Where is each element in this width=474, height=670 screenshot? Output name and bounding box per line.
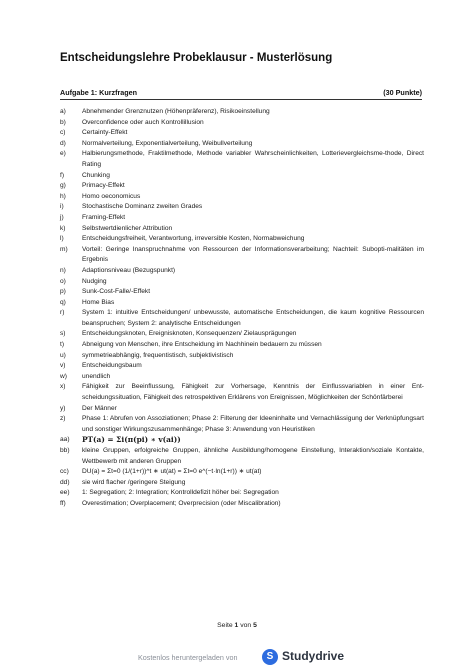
answer-text: DU(a) = Σt=0 (1/(1+r))^t ∗ ut(at) = Σt=0 e^(−t·ln(1+r)) ∗ ut(at) (82, 468, 262, 476)
answer-text: Fähigkeit zur Beeinflussung, Fähigkeit zur Vorhersage, Kenntnis der Einflussvariablen in einer Ent-scheidungssituation, Fähigkeit des retrospektiven Erklärens von Ereignissen, Möglichkeiten der Schönfärberei (82, 383, 424, 402)
answer-text: Nudging (82, 277, 107, 285)
answer-label: l) (60, 235, 64, 243)
answer-label: v) (60, 362, 66, 370)
answer-text: Homo oeconomicus (82, 192, 141, 200)
answer-item (60, 372, 424, 383)
answer-label: b) (60, 118, 66, 126)
answer-text: Certainty-Effekt (82, 129, 128, 137)
answer-label: e) (60, 150, 66, 158)
answer-label: ee) (60, 489, 70, 497)
answer-label: g) (60, 182, 66, 190)
answer-item (60, 149, 424, 170)
answer-text: Phase 1: Abrufen von Assoziationen; Phase 2: Filterung der Ideeninhalte und Vernachlässigung der Verknüpfungsart und sonstiger Wirkungszusammenhänge; Phase 3: Anwendung von Heuristiken (82, 415, 424, 433)
answer-item (60, 298, 424, 309)
answer-item (60, 287, 424, 298)
answer-label: q) (60, 298, 66, 306)
answer-item (60, 478, 424, 489)
answer-text: Entscheidungsknoten, Ereignisknoten, Konsequenzen/ Zielausprägungen (82, 330, 297, 338)
page-middle: von (240, 622, 252, 629)
answer-label: f) (60, 171, 65, 179)
answer-label: cc) (60, 468, 69, 476)
answer-text: Vorteil: Geringe Inanspruchnahme von Ressourcen der Informationsverarbeitung; Nachteil: Subopti-malitäten im Ergebnis (82, 245, 424, 264)
answer-item (60, 245, 424, 266)
page-number (0, 622, 474, 629)
answer-label: h) (60, 192, 66, 200)
answer-label: ff) (60, 499, 66, 507)
answer-text: sie wird flacher /geringere Steigung (82, 478, 186, 486)
answer-item (60, 446, 424, 467)
answer-label: bb) (60, 447, 70, 454)
answer-text: symmetrieabhängig, frequentistisch, subjektivistisch (82, 351, 234, 359)
answer-text: 1: Segregation; 2: Integration; Kontrolldefizit höher bei: Segregation (82, 489, 279, 497)
answer-text: Abnehmender Grenznutzen (Höhenpräferenz), Risikoeinstellung (82, 108, 270, 115)
answer-list (60, 107, 424, 510)
answer-label: t) (60, 341, 65, 349)
answer-text: Normalverteilung, Exponentialverteilung, Weibullverteilung (82, 139, 253, 147)
answer-item (60, 277, 424, 288)
answer-text: Sunk-Cost-Falle/-Effekt (82, 288, 151, 296)
answer-label: c) (60, 129, 66, 137)
answer-item (60, 118, 424, 129)
answer-text: Der Männer (82, 404, 117, 412)
answer-text: Home Bias (82, 298, 115, 306)
answer-label: m) (60, 245, 68, 253)
answer-label: s) (60, 330, 66, 338)
answer-item (60, 361, 424, 372)
answer-text: Entscheidungsbaum (82, 362, 142, 370)
answer-label: n) (60, 266, 66, 274)
answer-item (60, 488, 424, 499)
answer-label: w) (60, 372, 67, 380)
answer-item (60, 382, 424, 403)
task-divider (60, 99, 422, 100)
answer-item (60, 234, 424, 245)
download-text: Kostenlos heruntergeladen von (138, 653, 238, 662)
answer-item (60, 128, 424, 139)
task-header (60, 88, 422, 99)
answer-text: Stochastische Dominanz zweiten Grades (82, 203, 203, 211)
answer-label: dd) (60, 478, 70, 486)
page-current: 1 (234, 622, 239, 629)
answer-item (60, 192, 424, 203)
answer-label: i) (60, 203, 64, 211)
answer-label: j) (60, 213, 64, 221)
answer-item (60, 435, 424, 446)
answer-label: x) (60, 383, 66, 391)
answer-text: Framing-Effekt (82, 213, 126, 221)
answer-text: Overestimation; Overplacement; Overprecision (oder Miscalibration) (82, 499, 281, 507)
task-label: Aufgabe 1: Kurzfragen (60, 88, 138, 97)
answer-label: a) (60, 108, 66, 115)
answer-item (60, 329, 424, 340)
answer-item (60, 414, 424, 435)
answer-text: System 1: intuitive Entscheidungen/ unbewusste, automatische Entscheidungen, die kaum kognitive Ressourcen beanspruchen; System 2: analytische Entscheidungen (82, 309, 424, 327)
studydrive-logo-icon: S (262, 649, 278, 665)
answer-item (60, 181, 424, 192)
answer-item (60, 171, 424, 182)
answer-text: Chunking (82, 171, 110, 179)
answer-label: k) (60, 224, 66, 232)
answer-label: aa) (60, 436, 70, 444)
answer-item (60, 404, 424, 415)
answer-item (60, 467, 424, 478)
answer-item (60, 308, 424, 329)
answer-text: unendlich (82, 372, 111, 380)
answer-item (60, 351, 424, 362)
answer-text: Selbstwertdienlicher Attribution (82, 224, 173, 232)
answer-text: PT(a) = Σi(π(pi) ∗ v(ai)) (82, 435, 181, 445)
page-prefix: Seite (217, 622, 233, 629)
answer-label: u) (60, 351, 66, 359)
answer-item (60, 340, 424, 351)
answer-item (60, 266, 424, 277)
answer-text: Halbierungsmethode, Fraktilmethode, Methode variabler Wahrscheinlichkeiten, Lotterievergleichsme-thode, Direct Rating (82, 150, 424, 168)
answer-text: kleine Gruppen, erfolgreiche Gruppen, ähnliche Ausbildung/homogene Einstellung, Interaktion/soziale Kontakte, Wettbewerb mit anderen Gruppen (82, 447, 424, 465)
answer-text: Overconfidence oder auch Kontrollillusion (82, 118, 204, 126)
document-title: Entscheidungslehre Probeklausur - Musterlösung (60, 52, 333, 64)
answer-label: o) (60, 277, 66, 285)
page-total: 5 (253, 622, 257, 629)
answer-text: Entscheidungsfreiheit, Verantwortung, irreversible Kosten, Normabweichung (82, 235, 305, 243)
task-points: (30 Punkte) (383, 88, 422, 97)
answer-item (60, 499, 424, 510)
answer-text: Adaptionsniveau (Bezugspunkt) (82, 266, 176, 274)
answer-item (60, 107, 424, 118)
answer-item (60, 224, 424, 235)
answer-label: y) (60, 404, 66, 412)
answer-item (60, 213, 424, 224)
answer-text: Abneigung von Menschen, ihre Entscheidung im Nachhinein bedauern zu müssen (82, 341, 322, 349)
answer-label: p) (60, 288, 66, 296)
answer-label: z) (60, 415, 66, 423)
answer-item (60, 139, 424, 150)
answer-label: r) (60, 309, 65, 317)
brand-name[interactable]: Studydrive (282, 649, 345, 663)
answer-label: d) (60, 139, 66, 147)
download-banner[interactable] (0, 645, 474, 670)
answer-item (60, 202, 424, 213)
answer-text: Primacy-Effekt (82, 182, 125, 190)
